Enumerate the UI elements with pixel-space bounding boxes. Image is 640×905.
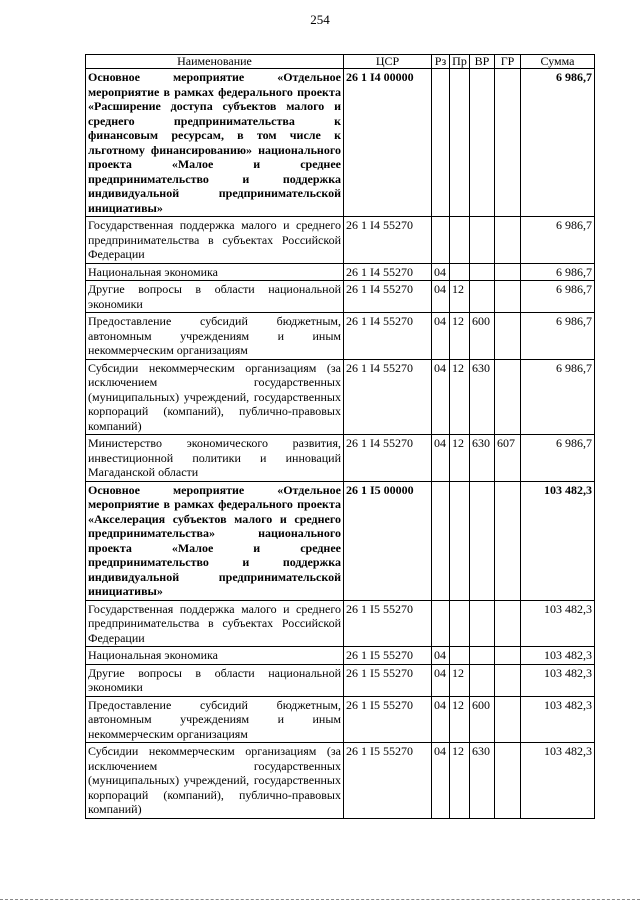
row-csr-cell: 26 1 I4 55270 bbox=[344, 217, 432, 264]
row-name-cell: Национальная экономика bbox=[86, 647, 344, 665]
row-sum-cell: 103 482,3 bbox=[521, 481, 595, 600]
header-row bbox=[86, 55, 595, 69]
row-rz-cell: 04 bbox=[432, 696, 450, 743]
row-gr-cell: 607 bbox=[495, 435, 521, 482]
row-vr-cell: 600 bbox=[470, 313, 495, 360]
row-csr-cell: 26 1 I5 55270 bbox=[344, 647, 432, 665]
row-pr-cell bbox=[450, 481, 470, 600]
row-gr-cell bbox=[495, 359, 521, 435]
row-sum-cell: 6 986,7 bbox=[521, 281, 595, 313]
table-row bbox=[86, 263, 595, 281]
row-rz-cell: 04 bbox=[432, 263, 450, 281]
row-sum-cell: 6 986,7 bbox=[521, 435, 595, 482]
row-csr-cell: 26 1 I4 00000 bbox=[344, 69, 432, 217]
row-name-cell: Министерство экономического развития, инвестиционной политики и инноваций Магаданской области bbox=[86, 435, 344, 482]
table-row bbox=[86, 481, 595, 600]
row-pr-cell bbox=[450, 647, 470, 665]
table-row bbox=[86, 600, 595, 647]
row-csr-cell: 26 1 I4 55270 bbox=[344, 263, 432, 281]
row-sum-cell: 103 482,3 bbox=[521, 600, 595, 647]
row-gr-cell bbox=[495, 647, 521, 665]
row-sum-cell: 103 482,3 bbox=[521, 664, 595, 696]
table-row bbox=[86, 69, 595, 217]
row-gr-cell bbox=[495, 313, 521, 360]
row-rz-cell: 04 bbox=[432, 281, 450, 313]
row-name-cell: Государственная поддержка малого и среднего предпринимательства в субъектах Российской Федерации bbox=[86, 600, 344, 647]
row-sum-cell: 6 986,7 bbox=[521, 69, 595, 217]
row-vr-cell bbox=[470, 664, 495, 696]
table-row bbox=[86, 743, 595, 819]
row-pr-cell bbox=[450, 69, 470, 217]
row-csr-cell: 26 1 I5 55270 bbox=[344, 600, 432, 647]
row-csr-cell: 26 1 I4 55270 bbox=[344, 313, 432, 360]
row-pr-cell bbox=[450, 217, 470, 264]
row-name-cell: Национальная экономика bbox=[86, 263, 344, 281]
row-gr-cell bbox=[495, 281, 521, 313]
row-name-cell: Предоставление субсидий бюджетным, автономным учреждениям и иным некоммерческим организациям bbox=[86, 696, 344, 743]
row-rz-cell bbox=[432, 69, 450, 217]
row-vr-cell bbox=[470, 600, 495, 647]
table-row bbox=[86, 696, 595, 743]
row-pr-cell: 12 bbox=[450, 696, 470, 743]
header-rz: Рз bbox=[432, 55, 450, 69]
row-gr-cell bbox=[495, 696, 521, 743]
row-pr-cell: 12 bbox=[450, 359, 470, 435]
row-rz-cell: 04 bbox=[432, 664, 450, 696]
row-pr-cell: 12 bbox=[450, 281, 470, 313]
row-pr-cell bbox=[450, 263, 470, 281]
row-rz-cell: 04 bbox=[432, 743, 450, 819]
row-gr-cell bbox=[495, 481, 521, 600]
row-vr-cell: 630 bbox=[470, 435, 495, 482]
row-rz-cell bbox=[432, 217, 450, 264]
row-gr-cell bbox=[495, 263, 521, 281]
row-gr-cell bbox=[495, 217, 521, 264]
row-name-cell: Другие вопросы в области национальной экономики bbox=[86, 664, 344, 696]
row-csr-cell: 26 1 I4 55270 bbox=[344, 359, 432, 435]
row-sum-cell: 103 482,3 bbox=[521, 696, 595, 743]
table-row bbox=[86, 664, 595, 696]
row-vr-cell bbox=[470, 263, 495, 281]
row-csr-cell: 26 1 I5 55270 bbox=[344, 696, 432, 743]
row-sum-cell: 103 482,3 bbox=[521, 647, 595, 665]
row-csr-cell: 26 1 I4 55270 bbox=[344, 281, 432, 313]
row-rz-cell bbox=[432, 600, 450, 647]
header-name: Наименование bbox=[86, 55, 344, 69]
row-sum-cell: 6 986,7 bbox=[521, 313, 595, 360]
header-gr: ГР bbox=[495, 55, 521, 69]
row-pr-cell: 12 bbox=[450, 435, 470, 482]
row-gr-cell bbox=[495, 743, 521, 819]
row-name-cell: Субсидии некоммерческим организациям (за исключением государственных (муниципальных) учреждений, государственных корпораций (компаний), публично-правовых компаний) bbox=[86, 359, 344, 435]
row-vr-cell bbox=[470, 217, 495, 264]
table-row bbox=[86, 217, 595, 264]
header-pr: Пр bbox=[450, 55, 470, 69]
row-pr-cell bbox=[450, 600, 470, 647]
row-sum-cell: 6 986,7 bbox=[521, 359, 595, 435]
row-vr-cell: 630 bbox=[470, 359, 495, 435]
row-sum-cell: 6 986,7 bbox=[521, 263, 595, 281]
row-vr-cell bbox=[470, 281, 495, 313]
table-row bbox=[86, 313, 595, 360]
header-vr: ВР bbox=[470, 55, 495, 69]
row-vr-cell: 600 bbox=[470, 696, 495, 743]
row-vr-cell bbox=[470, 481, 495, 600]
row-name-cell: Государственная поддержка малого и среднего предпринимательства в субъектах Российской Федерации bbox=[86, 217, 344, 264]
row-vr-cell: 630 bbox=[470, 743, 495, 819]
row-csr-cell: 26 1 I5 00000 bbox=[344, 481, 432, 600]
table-row bbox=[86, 359, 595, 435]
row-name-cell: Предоставление субсидий бюджетным, автономным учреждениям и иным некоммерческим организациям bbox=[86, 313, 344, 360]
table-row bbox=[86, 281, 595, 313]
row-rz-cell bbox=[432, 481, 450, 600]
row-sum-cell: 6 986,7 bbox=[521, 217, 595, 264]
header-csr: ЦСР bbox=[344, 55, 432, 69]
row-rz-cell: 04 bbox=[432, 435, 450, 482]
row-pr-cell: 12 bbox=[450, 664, 470, 696]
row-vr-cell bbox=[470, 69, 495, 217]
table-row bbox=[86, 435, 595, 482]
page-number: 254 bbox=[310, 12, 330, 27]
row-pr-cell: 12 bbox=[450, 313, 470, 360]
row-name-cell: Основное мероприятие «Отдельное мероприятие в рамках федерального проекта «Акселерация субъектов малого и среднего предпринимательства» национального проекта «Малое и среднее предпринимательство и поддержка индивидуальной предпринимательской инициативы» bbox=[86, 481, 344, 600]
header-sum: Сумма bbox=[521, 55, 595, 69]
row-rz-cell: 04 bbox=[432, 313, 450, 360]
row-name-cell: Основное мероприятие «Отдельное мероприятие в рамках федерального проекта «Расширение доступа субъектов малого и среднего предпринимательства к финансовым ресурсам, в том числе к льготному финансированию» национального проекта «Малое и среднее предпринимательство и поддержка индивидуальной предпринимательской инициативы» bbox=[86, 69, 344, 217]
budget-table bbox=[85, 54, 595, 819]
row-pr-cell: 12 bbox=[450, 743, 470, 819]
row-csr-cell: 26 1 I5 55270 bbox=[344, 664, 432, 696]
row-rz-cell: 04 bbox=[432, 647, 450, 665]
row-csr-cell: 26 1 I5 55270 bbox=[344, 743, 432, 819]
row-sum-cell: 103 482,3 bbox=[521, 743, 595, 819]
table-body bbox=[86, 69, 595, 819]
row-name-cell: Другие вопросы в области национальной экономики bbox=[86, 281, 344, 313]
row-csr-cell: 26 1 I4 55270 bbox=[344, 435, 432, 482]
row-name-cell: Субсидии некоммерческим организациям (за исключением государственных (муниципальных) учреждений, государственных корпораций (компаний), публично-правовых компаний) bbox=[86, 743, 344, 819]
page-edge-divider bbox=[0, 899, 640, 901]
row-gr-cell bbox=[495, 664, 521, 696]
row-gr-cell bbox=[495, 600, 521, 647]
row-gr-cell bbox=[495, 69, 521, 217]
table-row bbox=[86, 647, 595, 665]
row-rz-cell: 04 bbox=[432, 359, 450, 435]
row-vr-cell bbox=[470, 647, 495, 665]
